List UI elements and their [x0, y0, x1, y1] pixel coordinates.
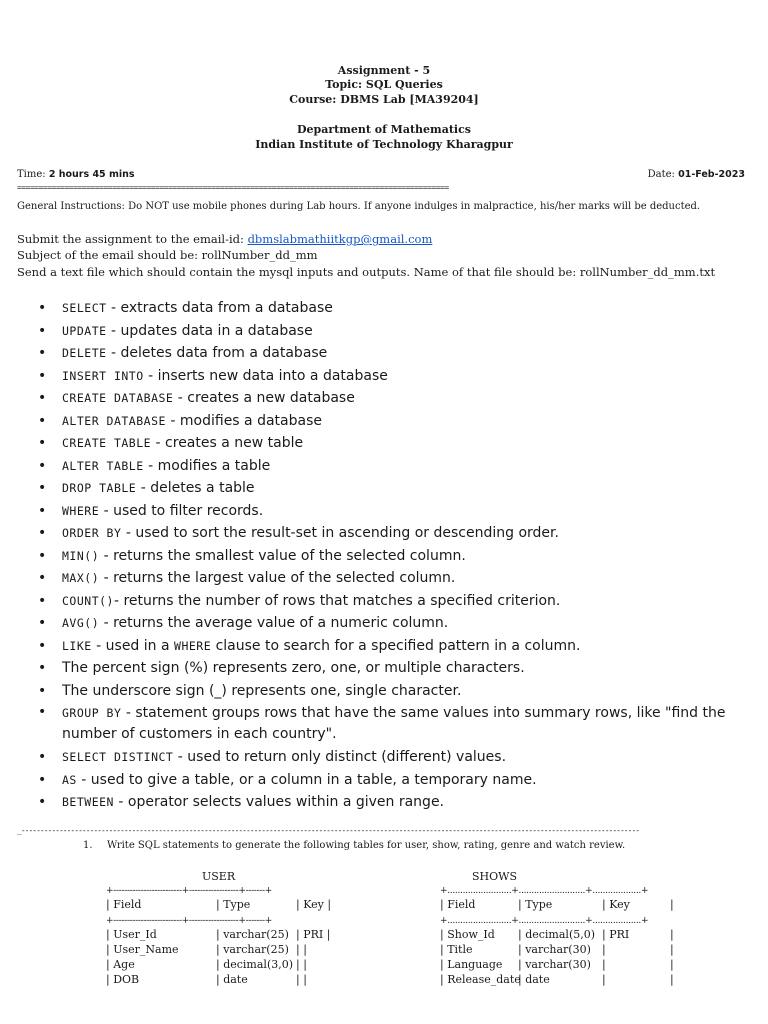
command-list-item: [0, 387, 768, 410]
table-border: +-------------------------+------------------+-------+: [106, 886, 273, 896]
cell-key: | |: [296, 958, 307, 971]
shows-table-title: SHOWS: [472, 870, 517, 883]
header-field: | Field: [106, 898, 142, 911]
table-row: [440, 972, 680, 987]
sql-keyword: GROUP BY: [62, 706, 122, 720]
command-list-item: [0, 612, 768, 635]
cell-type: | varchar(30): [518, 958, 591, 971]
command-description: - used to filter records.: [99, 502, 264, 519]
bullet-icon: •: [38, 547, 47, 564]
cell-type: | date: [518, 973, 550, 986]
command-list-item: [0, 432, 768, 455]
command-list-item: [0, 410, 768, 433]
cell-key: | |: [296, 943, 307, 956]
email-link[interactable]: dbmslabmathiitkgp@gmail.com: [247, 232, 433, 246]
sql-keyword: SELECT DISTINCT: [62, 750, 174, 764]
table-header-row: [440, 897, 680, 912]
table-row: [440, 942, 680, 957]
question-text: Write SQL statements to generate the following tables for user, show, rating, genre and watch review.: [107, 840, 626, 851]
sql-keyword: CREATE DATABASE: [62, 391, 174, 405]
sql-keyword: ALTER TABLE: [62, 458, 144, 473]
bullet-icon: •: [38, 660, 47, 676]
command-description: clause to search for a specified pattern in a column.: [211, 637, 581, 654]
table-border: +.........................+..........................+...................+: [440, 886, 649, 896]
bullet-icon: •: [38, 749, 47, 765]
time-date-row: [17, 169, 745, 180]
table-row: [106, 957, 336, 972]
cell-field: | DOB: [106, 973, 140, 986]
question-1: [83, 840, 625, 851]
command-list-item: [0, 297, 768, 320]
header-key: | Key: [602, 898, 630, 911]
cell-field: | Show_Id: [440, 928, 495, 941]
time-label: Time:: [17, 169, 46, 180]
command-description: - inserts new data into a database: [143, 367, 388, 384]
sql-keyword: COUNT(): [62, 593, 114, 608]
submit-prefix: Submit the assignment to the email-id:: [17, 232, 248, 246]
sql-keyword: ALTER DATABASE: [62, 413, 166, 428]
bullet-icon: •: [38, 525, 47, 541]
bullet-icon: •: [38, 322, 47, 339]
command-list-item: [0, 746, 768, 769]
command-description: - deletes data from a database: [106, 345, 328, 361]
bullet-icon: •: [38, 412, 47, 429]
command-list-item: [0, 455, 768, 478]
command-description: - creates a new table: [151, 435, 304, 451]
bullet-icon: •: [38, 570, 47, 586]
sql-keyword: MIN(): [62, 548, 100, 563]
command-description: - used to sort the result-set in ascending or descending order.: [121, 525, 559, 541]
table-row: [106, 972, 336, 987]
cell-end: |: [670, 928, 674, 941]
bullet-icon: •: [38, 390, 47, 406]
sql-keyword: SELECT: [62, 301, 107, 315]
separator-line: ====================================================================================================: [17, 183, 449, 192]
header-end: |: [670, 898, 674, 911]
bullet-icon: •: [38, 592, 47, 609]
table-row: [106, 942, 336, 957]
bullet-icon: •: [38, 502, 47, 519]
sql-keyword: BETWEEN: [62, 795, 114, 809]
cell-field: | User_Name: [106, 943, 179, 956]
command-description: - extracts data from a database: [106, 300, 333, 316]
general-instructions: General Instructions: Do NOT use mobile phones during Lab hours. If anyone indulges in malpractice, his/her marks will be deducted.: [17, 201, 701, 212]
dashed-separator: _------------------------------------------------------------------------------------------------------------------------------------------------------------------: [17, 826, 640, 835]
command-description: - returns the number of rows that matches a specified criterion.: [113, 592, 561, 609]
sql-keyword: DELETE: [62, 346, 107, 360]
cell-field: | Release_date: [440, 973, 521, 986]
shows-table: [440, 886, 680, 987]
sql-keyword: CREATE TABLE: [62, 436, 152, 450]
command-description: - returns the average value of a numeric column.: [99, 615, 449, 631]
cell-end: |: [670, 973, 674, 986]
header-type: | Type: [216, 898, 251, 911]
command-description: - returns the smallest value of the selected column.: [99, 547, 466, 564]
cell-key: |: [602, 943, 606, 956]
command-list-item: [0, 769, 768, 792]
cell-key: |: [602, 973, 606, 986]
cell-field: | Title: [440, 943, 473, 956]
command-list-item: [0, 657, 768, 680]
bullet-icon: •: [38, 637, 47, 654]
cell-field: | Age: [106, 958, 135, 971]
user-table-title: USER: [202, 870, 236, 883]
sql-keyword: DROP TABLE: [62, 481, 137, 495]
command-list-item: [0, 567, 768, 590]
command-description: - returns the largest value of the selected column.: [99, 570, 456, 586]
bullet-icon: •: [38, 457, 47, 474]
command-description: - statement groups rows that have the same values into summary rows, like "find the number of customers in each country".: [62, 705, 726, 742]
header-key: | Key |: [296, 898, 332, 911]
cell-end: |: [670, 958, 674, 971]
sql-keyword: ORDER BY: [62, 526, 122, 540]
bullet-icon: •: [38, 794, 47, 810]
command-description: - used in a: [91, 637, 175, 654]
command-description: - modifies a database: [165, 412, 322, 429]
command-description: The percent sign (%) represents zero, one, or multiple characters.: [62, 660, 525, 676]
date-value: 01-Feb-2023: [678, 169, 745, 180]
cell-key: | PRI: [602, 928, 630, 941]
command-list-item: [0, 590, 768, 613]
command-description: - operator selects values within a given range.: [113, 794, 445, 810]
cell-field: | Language: [440, 958, 503, 971]
course-title: Course: DBMS Lab [MA39204]: [289, 93, 479, 106]
command-description: - updates data in a database: [106, 322, 313, 339]
cell-key: | PRI |: [296, 928, 331, 941]
bullet-icon: •: [38, 704, 47, 720]
time-value: 2 hours 45 mins: [48, 169, 135, 180]
subject-line: Subject of the email should be: rollNumber_dd_mm: [17, 248, 318, 262]
submit-line: [17, 232, 747, 246]
command-description: - deletes a table: [136, 480, 255, 496]
table-border: +-------------------------+------------------+-------+: [106, 916, 273, 926]
sql-keyword: WHERE: [62, 503, 100, 518]
sql-keyword: WHERE: [174, 638, 212, 653]
table-row: [440, 957, 680, 972]
date-group: [648, 169, 745, 180]
cell-type: | decimal(5,0): [518, 928, 596, 941]
cell-type: | decimal(3,0): [216, 958, 294, 971]
command-list-item: [0, 477, 768, 500]
command-list-item: [0, 522, 768, 545]
command-list-item: [0, 365, 768, 388]
header-field: | Field: [440, 898, 476, 911]
cell-field: | User_Id: [106, 928, 157, 941]
send-line: Send a text file which should contain the mysql inputs and outputs. Name of that file should be: rollNumber_dd_mm.txt: [17, 265, 716, 279]
command-description: - creates a new database: [173, 390, 355, 406]
table-row: [440, 927, 680, 942]
cell-type: | varchar(25): [216, 943, 289, 956]
command-description: - modifies a table: [143, 457, 271, 474]
command-list-item: [0, 342, 768, 365]
user-table: [106, 886, 336, 987]
command-list-item: [0, 791, 768, 814]
sql-keyword: UPDATE: [62, 323, 107, 338]
question-number: 1.: [83, 840, 93, 851]
bullet-icon: •: [38, 345, 47, 361]
bullet-icon: •: [38, 480, 47, 496]
date-label: Date:: [647, 169, 675, 180]
command-list-item: [0, 545, 768, 568]
bullet-icon: •: [38, 367, 47, 384]
bullet-icon: •: [38, 615, 47, 631]
sql-keyword: LIKE: [62, 638, 92, 653]
cell-type: | varchar(30): [518, 943, 591, 956]
table-row: [106, 927, 336, 942]
command-description: - used to give a table, or a column in a table, a temporary name.: [76, 771, 537, 788]
bullet-icon: •: [38, 300, 47, 316]
command-list-item: [0, 702, 768, 746]
sql-keyword: AS: [62, 772, 77, 787]
sql-keyword: AVG(): [62, 616, 100, 630]
table-border: +.........................+..........................+...................+: [440, 916, 649, 926]
bullet-icon: •: [38, 435, 47, 451]
command-description: The underscore sign (_) represents one, single character.: [62, 682, 462, 699]
department-title: Department of Mathematics: [297, 123, 471, 136]
cell-key: |: [602, 958, 606, 971]
cell-key: | |: [296, 973, 307, 986]
institute-title: Indian Institute of Technology Kharagpur: [255, 138, 513, 151]
sql-keyword: MAX(): [62, 571, 100, 585]
header-type: | Type: [518, 898, 553, 911]
command-list-item: [0, 500, 768, 523]
sql-command-list: [0, 297, 768, 814]
assignment-title: Assignment - 5: [337, 64, 431, 77]
topic-title: Topic: SQL Queries: [325, 78, 443, 91]
cell-end: |: [670, 943, 674, 956]
bullet-icon: •: [38, 682, 47, 699]
table-header-row: [106, 897, 336, 912]
cell-type: | varchar(25): [216, 928, 289, 941]
command-list-item: [0, 680, 768, 703]
cell-type: | date: [216, 973, 248, 986]
bullet-icon: •: [38, 771, 47, 788]
command-list-item: [0, 320, 768, 343]
command-description: - used to return only distinct (different) values.: [173, 749, 507, 765]
sql-keyword: INSERT INTO: [62, 368, 144, 383]
command-list-item: [0, 635, 768, 658]
